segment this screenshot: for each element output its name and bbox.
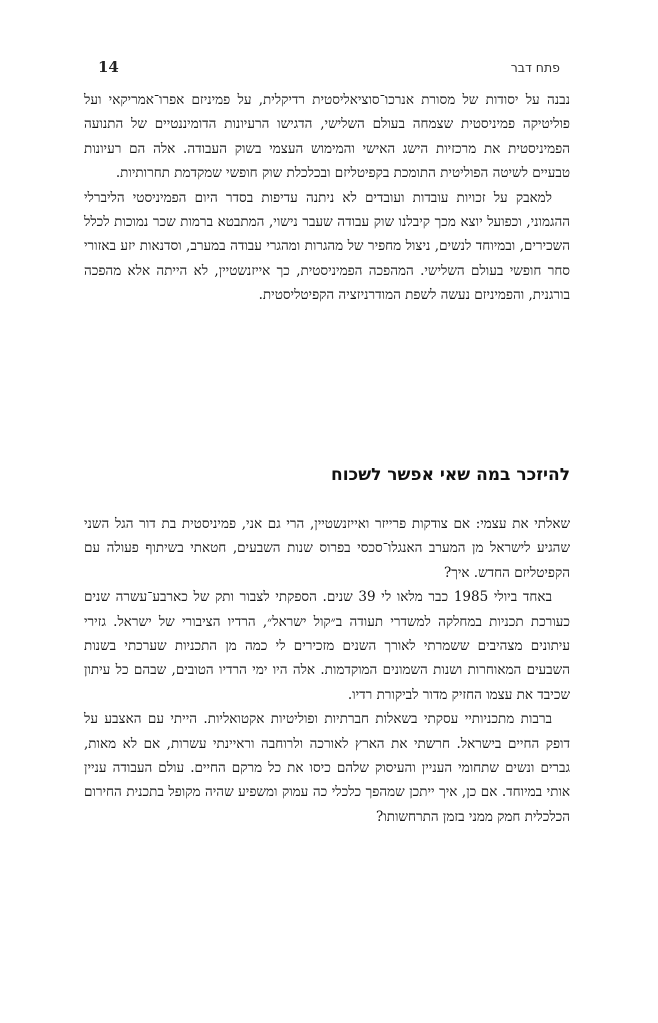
paragraph: למאבק על זכויות עובדות ועובדים לא ניתנה עדיפות בסדר היום הפמיניסטי הליברלי ההגמוני, וכפועל יוצא מכך קיבלנו שוק עבודה שעבר נישוי, המתבטא ברמות שכר נמוכות לכלל השכירים, ובמיוחד לנשים, ניצול מחפיר של מהגרות ומהגרי עבודה במערב, וסדנאות יזע באזורי סחר חופשי בעולם השלישי. המהפכה הפמיניסטית, כך אייזנשטיין, לא הייתה אלא מהפכה בורגנית, והפמיניזם נעשה לשפת המודרניזציה הקפיטליסטית. bbox=[84, 189, 570, 304]
paragraph: ברבות מתכניותיי עסקתי בשאלות חברתיות ופוליטיות אקטואליות. הייתי עם האצבע על דופק החיים בישראל. חרשתי את הארץ לאורכה ולרוחבה וראיינתי עשרות, אם לא מאות, גברים ונשים שתחומי העניין והעיסוק שלהם כיסו את כל מרקם החיים. עולם העבודה עניין אותי במיוחד. אם כן, איך ייתכן שמהפך כלכלי כה עמוק ומשפיע שהיה מקופל בתכנית החירום הכלכלית חמק ממני בזמן התרחשותו? bbox=[84, 711, 570, 825]
paragraph: שאלתי את עצמי: אם צודקות פרייזר ואייזנשטיין, הרי גם אני, פמיניסטית בת דור הגל השני שהגיע לישראל מן המערב האנגלו־סכסי בפרוס שנות השבעים, חטאתי בשיתוף פעולה עם הקפיטליזם החדש. איך? bbox=[84, 516, 570, 581]
running-header bbox=[98, 58, 560, 80]
chapter-title: פתח דבר bbox=[510, 60, 560, 75]
paragraph: באחד ביולי 1985 כבר מלאו לי 39 שנים. הספקתי לצבור ותק של כארבע־עשרה שנים כעורכת תכניות במחלקה למשדרי תעודה ב״קול ישראל״, הרדיו הציבורי של ישראל. גזירי עיתונים מצהיבים ששמרתי לאורך השנים מזכירים לי כמה מן התכניות שערכתי בשנות השבעים המאוחרות ושנות השמונים המוקדמות. אלה היו ימי הרדיו הטובים, שבהם כל עיתון שכיבד את עצמו החזיק מדור לביקורת רדיו. bbox=[84, 589, 570, 703]
body-text-bottom bbox=[84, 512, 570, 829]
page-number: 14 bbox=[98, 58, 119, 76]
section-heading: להיזכר במה שאי אפשר לשכוח bbox=[331, 465, 570, 485]
body-text-top bbox=[84, 88, 570, 308]
paragraph: נבנה על יסודות של מסורת אנרכו־סוציאליסטית רדיקלית, על פמיניזם אפרו־אמריקאי ועל פוליטיקה פמיניסטית שצמחה בעולם השלישי, הדגישו הרעיונות הדומיננטיים של התנועה הפמיניסטית את מרכזיות הישג האישי והמימוש העצמי בשוק העבודה. אלה הם רעיונות טבעיים לשיטה הפוליטית התומכת בקפיטליזם ובכלכלת שוק חופשי שמקדמת תחרותיות. bbox=[84, 92, 570, 182]
